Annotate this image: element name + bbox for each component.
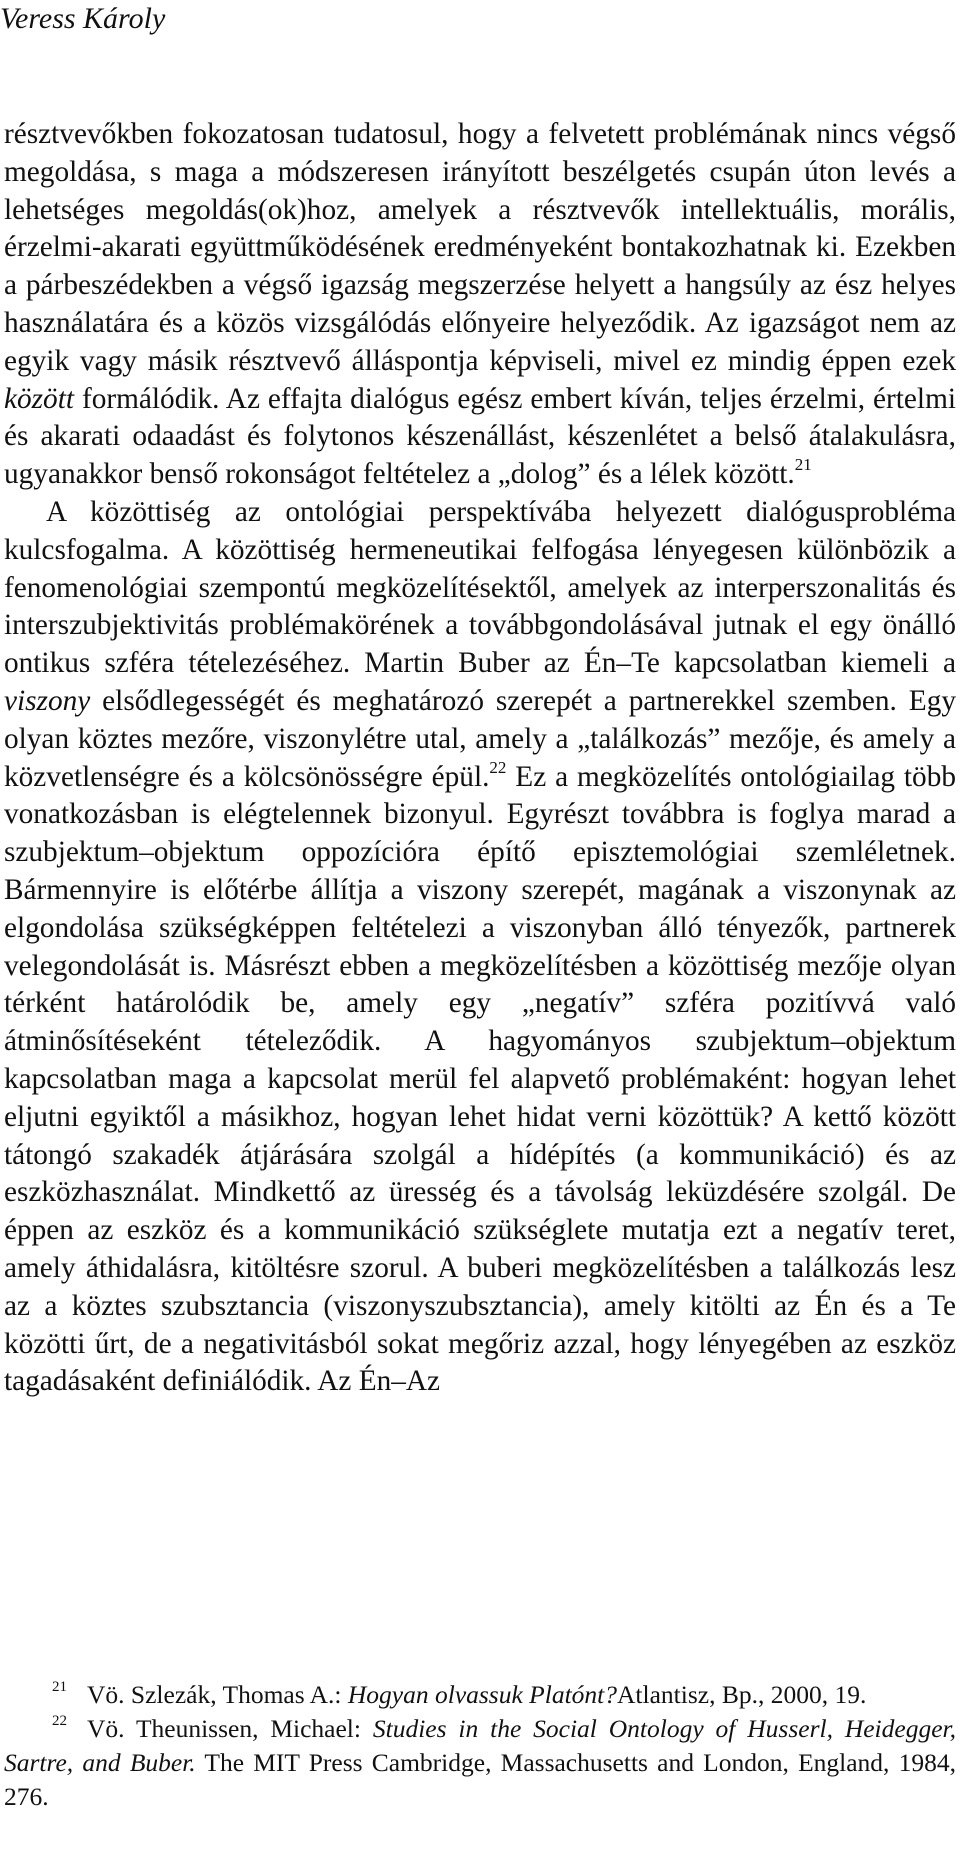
running-head: Veress Károly: [0, 2, 166, 35]
paragraph: [4, 494, 956, 1401]
footnote-title: Hogyan olvassuk Platónt?: [347, 1680, 618, 1709]
footnote-21: [4, 1678, 956, 1712]
footnote-ref-21[interactable]: 21: [794, 455, 812, 475]
paragraph: [4, 116, 956, 494]
footnote-text: Atlantisz, Bp., 2000, 19.: [617, 1680, 867, 1709]
footnote-title: Studies in the Social Ontology of Husserl, Heidegger, Sartre, and Buber.: [4, 1714, 956, 1777]
footnote-ref-22[interactable]: 22: [489, 757, 507, 777]
footnote-22: [4, 1712, 956, 1814]
footnote-text: Vö. Theunissen, Michael:: [87, 1714, 373, 1743]
footnote-text: The MIT Press Cambridge, Massachusetts and London, England, 1984, 276.: [4, 1748, 956, 1811]
footnote-text: Vö. Szlezák, Thomas A.:: [87, 1680, 348, 1709]
emphasis-text: viszony: [4, 684, 91, 717]
paragraph-text: résztvevőkben fokozatosan tudatosul, hogy a felvetett problémának nincs végső megoldása, s maga a módszeresen irányított beszélgetés csupán úton levés a lehetséges megoldás(ok)hoz, amelyek a résztvevők intellektuális, morális, érzelmi-akarati együttműködésének eredményeként bontakozhatnak ki. Ezekben a párbeszédekben a végső igazság megszerzése helyett a hangsúly az ész helyes használatára és a közös vizsgálódás előnyeire helyeződik. Az igazságot nem az egyik vagy másik résztvevő álláspontja képviseli, mivel ez mindig éppen ezek: [4, 118, 956, 377]
body-text: [4, 116, 956, 1401]
paragraph-text: formálódik. Az effajta dialógus egész embert kíván, teljes érzelmi, értelmi és akarati odaadást és folytonos készenállást, készenlétet a belső átalakulásra, ugyanakkor benső rokonságot feltételez a „dolog” és a lélek között.: [4, 382, 956, 491]
paragraph-text: Ez a megközelítés ontológiailag több vonatkozásban is elégtelennek bizonyul. Egyrészt továbbra is foglya marad a szubjektum–objektum oppozícióra építő episztemológiai szemléletnek. Bármennyire is előtérbe állítja a viszony szerepét, magának a viszonynak az elgondolása szükségképpen feltételezi a viszonyban álló tényezők, partnerek velegondolását is. Másrészt ebben a megközelítésben a közöttiség mezője olyan térként határolódik be, amely egy „negatív” szféra pozitívvá való átminősítéseként tételeződik. A hagyományos szubjektum–objektum kapcsolatban maga a kapcsolat merül fel alapvető problémaként: hogyan lehet eljutni egyiktől a másikhoz, hogyan lehet hidat verni közöttük? A kettő között tátongó szakadék átjárására szolgál a hídépítés (a kommunikáció) és az eszközhasználat. Mindkettő az üresség és a távolság leküzdésére szolgál. De éppen az eszköz és a kommunikáció szükséglete mutatja ezt a negatív teret, amely áthidalásra, kitöltésre szorul. A buberi megközelítésben a találkozás lesz az a köztes szubsztancia (viszonyszubsztancia), amely kitölti az Én és a Te közötti űrt, de a negativitásból sokat megőriz azzal, hogy lényegében az eszköz tagadásaként definiálódik. Az Én–Az: [4, 760, 956, 1398]
footnote-number: 22: [52, 1713, 67, 1729]
footnote-number: 21: [52, 1679, 67, 1695]
paragraph-text: elsődlegességét és meghatározó szerepét a partnerekkel szemben. Egy olyan köztes mezőre, viszonylétre utal, amely a „találkozás” mezője, és amely a közvetlenségre és a kölcsönösségre épül.: [4, 684, 956, 793]
footnotes: [4, 1678, 956, 1814]
emphasis-text: között: [4, 382, 74, 415]
paragraph-text: A közöttiség az ontológiai perspektívába helyezett dialógusprobléma kulcsfogalma. A közöttiség hermeneutikai felfogása lényegesen különbözik a fenomenológiai szempontú megközelítésektől, amelyek az interperszonalitás és interszubjektivitás problémakörének a továbbgondolásával jutnak el egy önálló ontikus szféra tételezéséhez. Martin Buber az Én–Te kapcsolatban kiemeli a: [4, 495, 956, 680]
